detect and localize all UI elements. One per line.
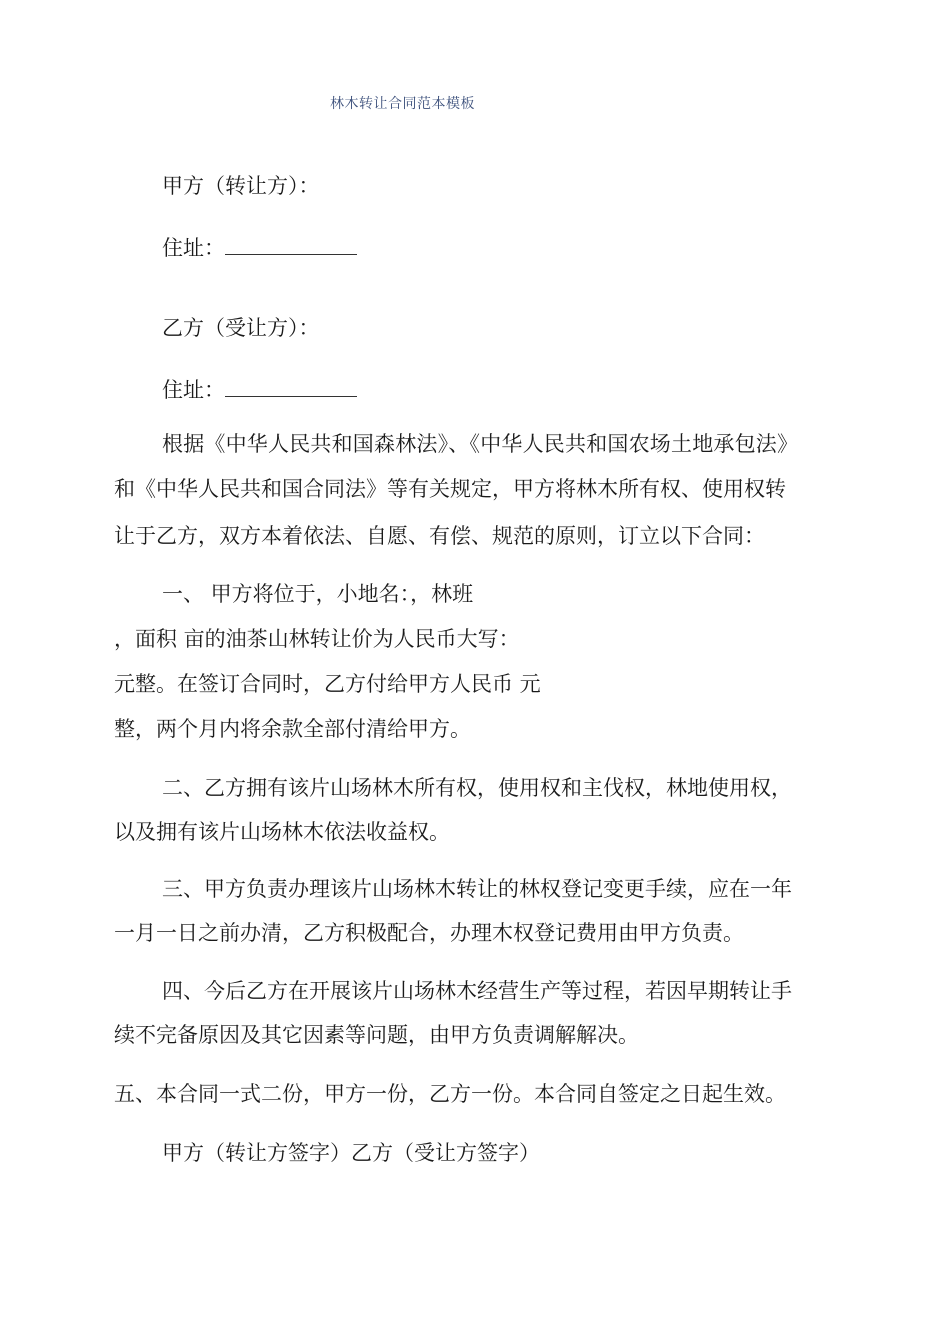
clause-4-line-2: 续不完备原因及其它因素等问题，由甲方负责调解解决。 bbox=[114, 1023, 639, 1047]
party-a-address-blank bbox=[225, 236, 357, 255]
party-b-label: 乙方（受让方）： bbox=[162, 316, 320, 340]
clause-2-line-1: 二、乙方拥有该片山场林木所有权，使用权和主伐权，林地使用权， bbox=[162, 776, 792, 800]
document-header-title: 林木转让合同范本模板 bbox=[330, 96, 475, 112]
clause-3-line-2: 一月一日之前办清，乙方积极配合，办理木权登记费用由甲方负责。 bbox=[114, 921, 744, 945]
preamble-line-2: 和《中华人民共和国合同法》等有关规定，甲方将林木所有权、使用权转 bbox=[114, 477, 786, 501]
preamble-line-3: 让于乙方，双方本着依法、自愿、有偿、规范的原则，订立以下合同： bbox=[114, 524, 765, 548]
preamble-line-1: 根据《中华人民共和国森林法》、《中华人民共和国农场土地承包法》 bbox=[162, 432, 799, 456]
clause-2-line-2: 以及拥有该片山场林木依法收益权。 bbox=[114, 820, 450, 844]
clause-5: 五、本合同一式二份，甲方一份，乙方一份。本合同自签定之日起生效。 bbox=[114, 1082, 786, 1106]
clause-1-line-4: 整，两个月内将余款全部付清给甲方。 bbox=[114, 717, 471, 741]
signature-line: 甲方（转让方签字）乙方（受让方签字） bbox=[162, 1141, 540, 1165]
clause-1-line-2: ，面积 亩的油茶山林转让价为人民币大写： bbox=[114, 627, 520, 651]
clause-1-line-1: 一、 甲方将位于，小地名：，林班 bbox=[162, 582, 474, 606]
party-a-address-row bbox=[162, 234, 357, 262]
party-a-address-label: 住址： bbox=[162, 236, 225, 260]
party-a-label: 甲方（转让方）： bbox=[162, 174, 320, 198]
party-b-address-blank bbox=[225, 378, 357, 397]
clause-4-line-1: 四、今后乙方在开展该片山场林木经营生产等过程，若因早期转让手 bbox=[162, 979, 792, 1003]
party-b-address-label: 住址： bbox=[162, 378, 225, 402]
clause-1-line-3: 元整。在签订合同时，乙方付给甲方人民币 元 bbox=[114, 672, 541, 696]
party-b-address-row bbox=[162, 376, 357, 404]
clause-3-line-1: 三、甲方负责办理该片山场林木转让的林权登记变更手续，应在一年 bbox=[162, 877, 792, 901]
